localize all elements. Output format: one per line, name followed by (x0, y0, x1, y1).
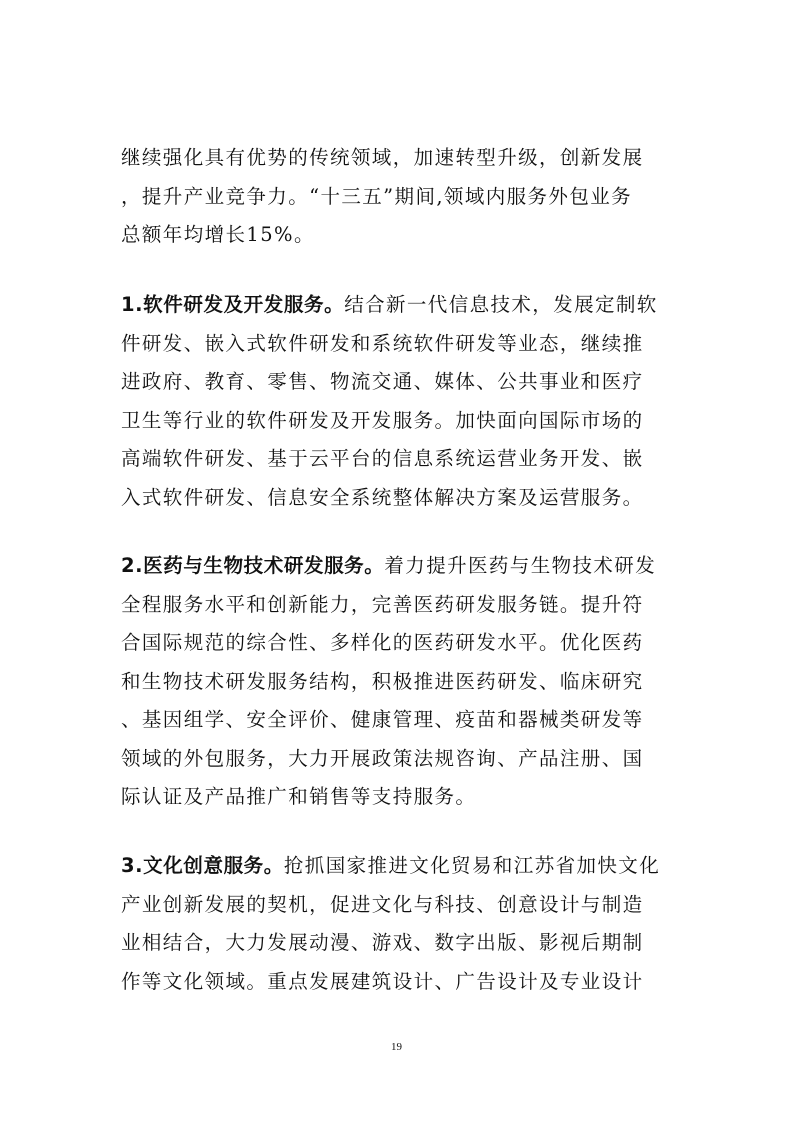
section-first-line (121, 286, 681, 325)
text-line: ，提升产业竞争力。“十三五”期间,领域内服务外包业务 (121, 184, 633, 208)
section-first-line (121, 847, 681, 886)
text-line: 件研发、嵌入式软件研发和系统软件研发等业态，继续推 (121, 331, 644, 355)
section-biomed-rd (121, 547, 681, 817)
section-cultural-creative (121, 847, 681, 1001)
section-first-line-text: 结合新一代信息技术，发展定制软 (344, 293, 658, 316)
text-line: 和生物技术研发服务结构，积极推进医药研发、临床研究 (121, 669, 644, 693)
text-line: 际认证及产品推广和销售等支持服务。 (121, 785, 477, 808)
text-line: 产业创新发展的契机，促进文化与科技、创意设计与制造 (121, 892, 644, 916)
section-software-rd (121, 286, 681, 517)
text-line: 总额年均增长15%。 (121, 223, 315, 246)
text-line: 高端软件研发、基于云平台的信息系统运营业务开发、嵌 (121, 447, 644, 470)
text-line: 、基因组学、安全评价、健康管理、疫苗和器械类研发等 (121, 708, 644, 731)
text-line: 作等文化领域。重点发展建筑设计、广告设计及专业设计 (121, 969, 644, 993)
text-line: 业相结合，大力发展动漫、游戏、数字出版、影视后期制 (121, 931, 644, 954)
text-line: 进政府、教育、零售、物流交通、媒体、公共事业和医疗 (121, 370, 644, 393)
section-heading: 2.医药与生物技术研发服务。 (121, 554, 385, 577)
text-line: 全程服务水平和创新能力，完善医药研发服务链。提升符 (121, 592, 644, 616)
page-number: 19 (391, 1041, 402, 1053)
section-heading: 1.软件研发及开发服务。 (121, 293, 345, 316)
text-line: 继续强化具有优势的传统领域，加速转型升级，创新发展 (121, 146, 644, 169)
section-heading: 3.文化创意服务。 (121, 854, 284, 877)
text-line: 入式软件研发、信息安全系统整体解决方案及运营服务。 (121, 485, 644, 509)
intro-paragraph (121, 139, 681, 255)
text-line: 领域的外包服务，大力开展政策法规咨询、产品注册、国 (121, 746, 644, 770)
section-first-line (121, 547, 681, 586)
section-first-line-text: 抢抓国家推进文化贸易和江苏省加快文化 (283, 854, 661, 877)
section-first-line-text: 着力提升医药与生物技术研发 (384, 554, 657, 577)
text-line: 合国际规范的综合性、多样化的医药研发水平。优化医药 (121, 631, 644, 654)
text-line: 卫生等行业的软件研发及开发服务。加快面向国际市场的 (121, 408, 644, 432)
